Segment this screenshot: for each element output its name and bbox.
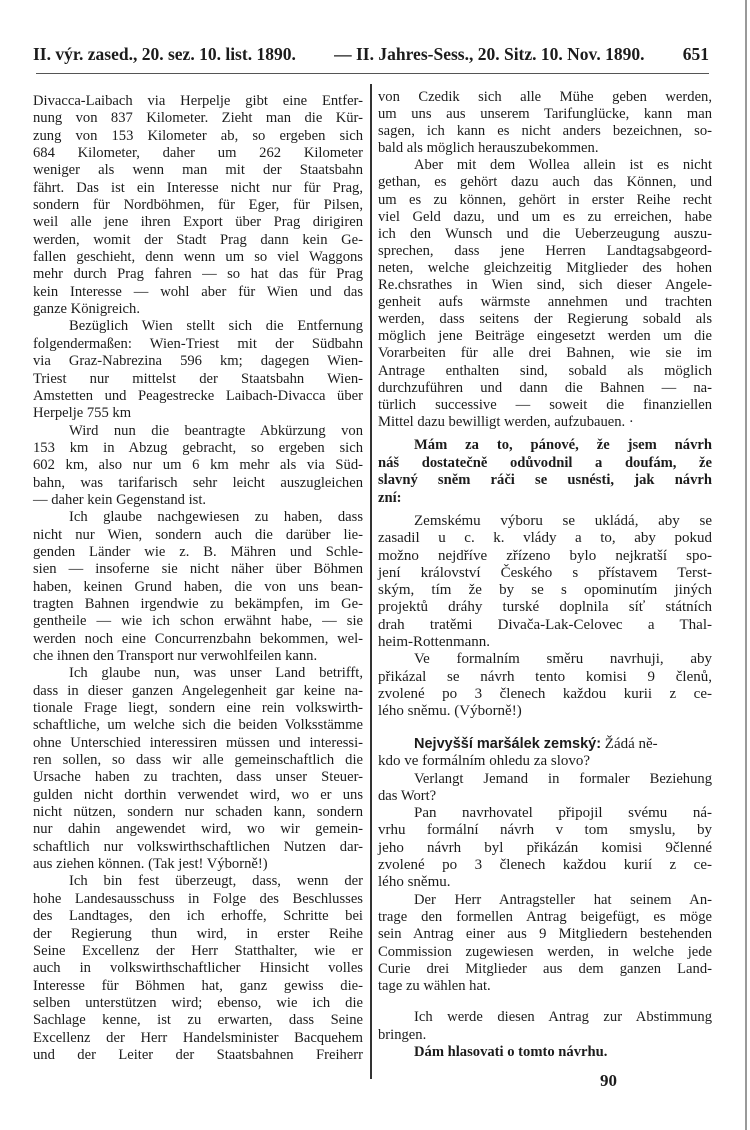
text-line: Pan navrhovatel připojil svému ná- [414, 805, 712, 822]
text-line: náš dostatečně odůvodnil a doufám, že [378, 454, 712, 471]
paragraph [33, 873, 363, 1064]
text-line: heim-Rottenmann. [378, 634, 491, 651]
speaker-text: Žádá ně- [601, 736, 658, 752]
speaker-name: Nejvyšší maršálek zemský: [414, 736, 602, 752]
text-line: Der Herr Antragsteller hat seinem An- [414, 891, 712, 908]
text-line: přikázal se návrh tento komisi 9 členů, [378, 668, 712, 685]
text-line: folgendermaßen: Wien-Triest mit der Südbahn [33, 335, 363, 352]
right-column-c [378, 513, 712, 721]
text-line: dass in dieser ganzen Angelegenheit gar keine na- [33, 682, 363, 699]
paragraph [378, 771, 712, 806]
header-czech: II. výr. zased., 20. sez. 10. list. 1890. [33, 44, 296, 64]
text-line: hohe Landesausschuss in Folge des Beschlusses [33, 890, 363, 907]
text-line: das Wort? [378, 787, 437, 804]
scan-edge [745, 0, 747, 1130]
running-header [33, 44, 709, 66]
text-line: Bezüglich Wien stellt sich die Entfernung [69, 318, 363, 335]
text-line: zung von 153 Kilometer ab, so ergeben sich [33, 127, 363, 144]
paragraph [378, 1009, 712, 1044]
text-line: Ich glaube nun, was unser Land betrifft, [69, 665, 363, 682]
text-line: des Landtages, den ich erhoffe, Schritte bei [33, 908, 363, 925]
text-line: Antrage enthalten sind, sobald als möglich [378, 362, 712, 379]
text-line: che ihnen den Transport nur verwohlfeilen kann. [33, 648, 318, 664]
text-line: Vorarbeiten für alle drei Bahnen, wie sie im [378, 345, 712, 362]
paragraph [378, 736, 712, 771]
text-line: lého sněmu. [378, 874, 451, 891]
text-line: nur dahin angewendet wird, wo wir gemein- [33, 821, 363, 838]
text-line: werden noch eine Concurrenzbahn bekommen, wel- [33, 630, 363, 647]
text-line: — daher kein Gegenstand ist. [33, 491, 207, 508]
text-line: Aber mit dem Wollea allein ist es nicht [414, 157, 712, 174]
text-line: Amstetten und Peagestrecke Laibach-Divacca über [33, 387, 363, 404]
text-line: Verlangt Jemand in formaler Beziehung [414, 770, 712, 787]
text-line: genheit aufs wärmste annehmen und trachten [378, 294, 712, 311]
text-line: Wird nun die beantragte Abkürzung von [69, 422, 363, 439]
text-line: kdo ve formálním ohledu za slovo? [378, 753, 591, 770]
text-line: werden, dass seitens der Regierung sobald als [378, 311, 712, 328]
text-line: Curie drei Mitglieder aus dem ganzen Land- [378, 960, 712, 977]
text-line: Sachlage kenne, ist zu erwarten, dass Seine [33, 1012, 363, 1029]
text-line: Ursache haben zu trachten, dass unser Steuer- [33, 769, 363, 786]
text-line: 153 km in Abzug gebracht, so ergeben sich [33, 439, 363, 456]
text-line: zvolené po 3 členech každou kurii z ce- [378, 685, 712, 702]
text-line: der Regierung thun wird, in erster Reihe [33, 925, 363, 942]
sheet-number: 90 [600, 1071, 617, 1090]
text-line: neten, welche gleichzeitig Mitglieder des hohen [378, 259, 712, 276]
text-line: drah tratěmi Divača-Lak-Celovec a Thal- [378, 616, 712, 633]
text-line: jení království Českého s přístavem Terst- [378, 564, 712, 581]
text-line: trage den formellen Antrag beigefügt, es möge [378, 908, 712, 925]
left-column [33, 93, 363, 1064]
text-line: um es zu können, gehört in erster Reihe recht [378, 191, 712, 208]
text-line: ským, tím že by se s opominutím jiných [378, 582, 712, 599]
text-line: sagen, ich kann es nicht anders bezeichnen, so- [378, 123, 712, 140]
paragraph [378, 513, 712, 651]
text-line: Re.chsrathes in Wien sind, sich dieser Angele- [378, 277, 712, 294]
paragraph [378, 805, 712, 891]
column-divider [370, 84, 372, 1079]
text-line: Zemskému výboru se ukládá, aby se [414, 513, 712, 529]
text-line: Herpelje 755 km [33, 405, 132, 422]
text-line: Excellenz der Herr Handelsminister Bacquehem [33, 1029, 363, 1046]
text-line: ganze Königreich. [33, 301, 140, 318]
text-line: weniger als wenn man mit der Staatsbahn [33, 162, 363, 179]
header-rule [36, 73, 709, 74]
text-line [378, 736, 712, 753]
text-line: via Graz-Nabrezina 596 km; dagegen Wien- [33, 353, 363, 370]
right-column-d [378, 736, 712, 995]
paragraph [33, 318, 363, 422]
text-line: Dám hlasovati o tomto návrhu. [414, 1044, 608, 1060]
text-line: auch in volkswirthschaftlicher Hinsicht volles [33, 960, 363, 977]
paragraph [378, 651, 712, 720]
paragraph [378, 437, 712, 507]
text-line: ren sollen, so dass wir alle gemeinschaftlich die [33, 752, 363, 769]
paragraph [33, 509, 363, 665]
text-line: Ich werde diesen Antrag zur Abstimmung [414, 1009, 712, 1025]
paragraph [33, 665, 363, 873]
text-line: lého sněmu. (Výborně!) [378, 703, 522, 720]
text-line: projektů dráhy turské doplnila síť státních [378, 599, 712, 616]
paragraph [33, 423, 363, 510]
text-line: 684 Kilometer, daher um 262 Kilometer [33, 145, 363, 162]
text-line: Divacca-Laibach via Herpelje gibt eine Entfer- [33, 93, 363, 109]
paragraph [33, 93, 363, 318]
text-line: ich den Wunsch und die Ueberzeugung auszu- [378, 225, 712, 242]
text-line: mehr durch Prag fahren — so hat das für Prag [33, 266, 363, 283]
text-line: gentheile — wie ich schon erwähnt habe, — sie [33, 613, 363, 630]
text-line: Mittel dazu bewilligt werden, aufzubauen. · [378, 413, 634, 430]
text-line: bahn, was tarifarisch sehr leicht auszugleichen [33, 474, 363, 491]
text-line: Mám za to, pánové, že jsem návrh [414, 437, 712, 453]
text-line: schaftlich nur volkswirthschaftlichen Nutzen dar- [33, 838, 363, 855]
right-column-e [378, 1009, 712, 1062]
paragraph [378, 892, 712, 996]
right-column-a [378, 89, 712, 431]
text-line: bringen. [378, 1026, 427, 1043]
text-line: tage zu wählen hat. [378, 978, 491, 995]
text-line: Seine Excellenz der Herr Statthalter, wie er [33, 942, 363, 959]
text-line: weil alle jene ihren Export über Prag dirigiren [33, 214, 363, 231]
right-column-b [378, 437, 712, 507]
text-line: schaftliche, um welche sich die beiden Volksstämme [33, 717, 363, 734]
text-line: sien — insoferne sie nicht näher über Böhmen [33, 561, 363, 578]
text-line: fallen geschieht, denn wenn um so viel Waggons [33, 249, 363, 266]
text-line: Ich glaube nachgewiesen zu haben, dass [69, 509, 363, 526]
text-line: genden Länder wie z. B. Mähren und Schle- [33, 543, 363, 560]
text-line: jeho návrh byl přikázán komisi 9členné [378, 839, 712, 856]
text-line: um uns aus unserem Tarifunglücke, kann man [378, 106, 712, 123]
text-line: slavný sněm ráči se usnésti, jak návrh [378, 472, 712, 489]
page-number: 651 [682, 44, 709, 64]
text-line: tionale Frage liegt, sondern eine rein volkswirth- [33, 700, 363, 717]
text-line: gethan, es gehört dazu auch das Können, und [378, 174, 712, 191]
text-line: ohne Unterschied interessiren müssen und interessi- [33, 734, 363, 751]
text-line: 602 km, also nur um 6 km mehr als via Süd- [33, 457, 363, 474]
text-line: zvolené po 3 členech každou kurií z ce- [378, 857, 712, 874]
text-line: zasadil u c. k. vlády a to, aby pokud [378, 530, 712, 547]
text-line: možno nejdříve zřízeno bylo nejkratší spo- [378, 547, 712, 564]
text-line: sondern für Nordböhmen, für Eger, für Pilsen, [33, 197, 363, 214]
text-line: türlich successive — soweit die finanziellen [378, 396, 712, 413]
paragraph [378, 89, 712, 157]
text-line: zní: [378, 489, 402, 506]
text-line: nicht nur Wien, sondern auch die darüber lie- [33, 526, 363, 543]
paragraph [378, 1044, 712, 1062]
text-line: werden, womit der Stadt Prag dann kein Ge- [33, 231, 363, 248]
text-line: tragten Bahnen irgendwie zu bekämpfen, im Ge- [33, 595, 363, 612]
text-line: haben, keinen Grund haben, die von uns bean- [33, 578, 363, 595]
text-line: von Czedik sich alle Mühe geben werden, [378, 89, 712, 105]
text-line: gulden nicht dorthin verwendet wird, wo er uns [33, 786, 363, 803]
text-line: nicht nützen, sondern nur schaden kann, sondern [33, 804, 363, 821]
text-line: Triest nur mittelst der Staatsbahn Wien- [33, 370, 363, 387]
text-line: kein Interesse — wohl aber für Wien und das [33, 283, 363, 300]
text-line: nung von 837 Kilometer. Zieht man die Kür- [33, 110, 363, 127]
text-line: sprechen, dass jene Herren Landtagsabgeord- [378, 242, 712, 259]
header-german: — II. Jahres-Sess., 20. Sitz. 10. Nov. 1890. [334, 44, 645, 64]
text-line: fährt. Das ist ein Interesse nicht nur für Prag, [33, 179, 363, 196]
text-line: Interesse für Böhmen hat, ganz gewiss die- [33, 977, 363, 994]
text-line: aus ziehen können. (Tak jest! Výborně!) [33, 856, 268, 873]
paragraph [378, 157, 712, 431]
text-line: Ve formalním směru navrhuji, aby [414, 651, 712, 668]
text-line: vrhu formální návrh v tom smyslu, by [378, 822, 712, 839]
text-line: Commission zugewiesen werden, in welche jede [378, 943, 712, 960]
text-line: sein Antrag einer aus 9 Mitgliedern bestehenden [378, 926, 712, 943]
text-line: durchzuführen und dann die Bahnen — na- [378, 379, 712, 396]
text-line: und der Leiter der Staatsbahnen Freiherr [33, 1046, 363, 1063]
text-line: möglich jene Beiträge eingesetzt werden um die [378, 328, 712, 345]
text-line: bald als möglich herauszubekommen. [378, 140, 599, 157]
text-line: viel Geld dazu, und um es zu erreichen, habe [378, 208, 712, 225]
text-line: Ich bin fest überzeugt, dass, wenn der [69, 873, 363, 890]
text-line: selben unterstützen wird; ebenso, wie ich die [33, 994, 363, 1011]
